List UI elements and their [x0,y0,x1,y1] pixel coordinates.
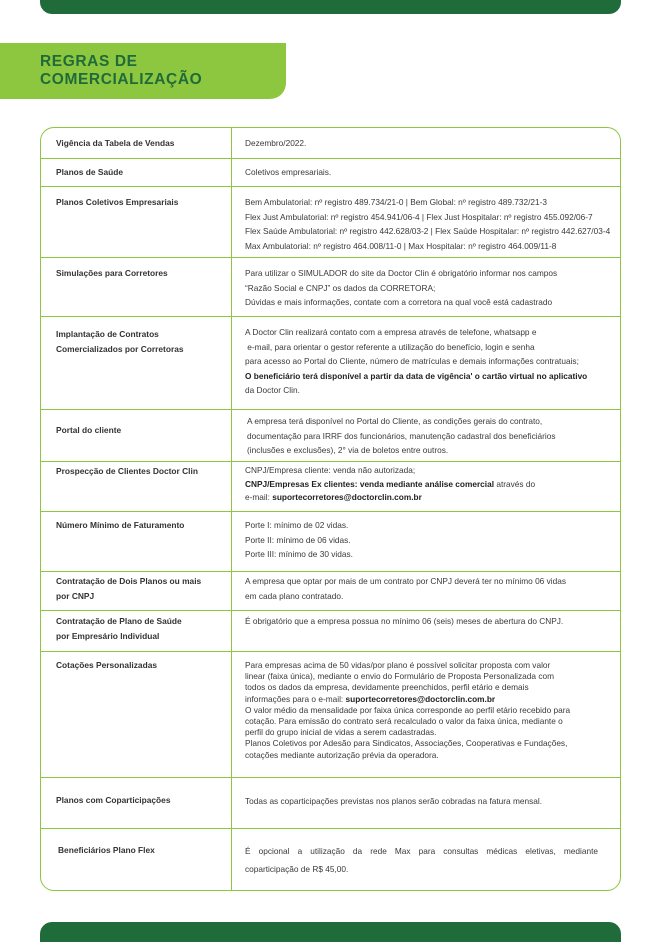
row-label: Vigência da Tabela de Vendas [56,138,175,148]
value-line: para acesso ao Portal do Cliente, número de matrículas e demais informações contratuais; [245,356,579,366]
value-line: Para empresas acima de 50 vidas/por plano é possível solicitar proposta com valor [245,660,551,670]
value-text: informações para o e-mail: [245,693,346,704]
row-label: Cotações Personalizadas [56,660,158,670]
bottom-decorative-bar [40,922,621,942]
row-value [247,414,612,458]
value-line: A empresa terá disponível no Portal do Cliente, as condições gerais do contrato, [247,416,543,426]
row-value [245,660,613,761]
value-line: Para utilizar o SIMULADOR do site da Doctor Clin é obrigatório informar nos campos [245,268,558,278]
row-value: Coletivos empresariais. [245,167,332,177]
value-line: em cada plano contratado. [245,590,344,601]
value-line: É opcional a utilização da rede Max para consultas médicas eletivas, mediante [245,846,598,856]
label-line: Implantação de Contratos [56,329,159,339]
value-line: Flex Just Ambulatorial: nº registro 454.941/06-4 | Flex Just Hospitalar: nº registro 455.092/06-7 [245,211,593,222]
table-row [41,610,620,652]
table-row [41,316,620,410]
table-row [41,571,620,611]
table-row [41,828,620,891]
row-label: Planos com Coparticipações [56,795,171,805]
row-label: Simulações para Corretores [56,268,168,278]
label-line: por Empresário Individual [56,631,160,641]
value-line [245,694,613,705]
row-label: Planos Coletivos Empresariais [56,197,179,207]
value-line: perfil do grupo inicial de vidas a serem cadastradas. [245,727,437,738]
value-line: O beneficiário terá disponível a partir da data de vigência' o cartão virtual no aplicativo [245,370,588,381]
bold-text: CNPJ/Empresas Ex clientes: venda mediante análise comercial [245,478,495,489]
value-line: Porte III: mínimo de 30 vidas. [245,549,353,559]
table-row [41,651,620,778]
table-row [41,128,620,158]
row-value: Todas as coparticipações previstas nos planos serão cobradas na fatura mensal. [245,796,543,806]
row-value [245,842,598,878]
row-value [245,464,610,505]
table-row [41,257,620,317]
value-line: documentação para IRRF dos funcionários, manutenção cadastral dos beneficiários [247,430,556,441]
row-label [56,327,216,357]
table-row [41,777,620,829]
row-value: Dezembro/2022. [245,138,307,148]
email-link[interactable]: suportecorretores@doctorclin.com.br [345,693,496,704]
value-line: (inclusões e exclusões), 2° via de boletos entre outros. [247,445,449,455]
value-line: coparticipação de R$ 45,00. [245,864,349,874]
value-line: linear (faixa única), mediante o envio do Formulário de Proposta Personalizada com [245,671,554,682]
value-line [245,478,610,492]
value-line: Flex Saúde Ambulatorial: nº registro 442.628/03-2 | Flex Saúde Hospitalar: nº registro 442.627/03-4 [245,226,611,236]
value-line: Max Ambulatorial: nº registro 464.008/11-0 | Max Hospitalar: nº registro 464.009/11-8 [245,240,557,251]
value-line: A empresa que optar por mais de um contrato por CNPJ deverá ter no mínimo 06 vidas [245,576,566,586]
value-line: e-mail, para orientar o gestor referente a utilização do benefício, login e senha [245,341,535,352]
row-value [245,518,610,562]
value-line: todos os dados da empresa, devidamente preenchidos, perfil etário e demais [245,682,529,693]
value-line: CNPJ/Empresa cliente: venda não autorizada; [245,465,416,475]
row-value: É obrigatório que a empresa possua no mínimo 06 (seis) meses de abertura do CNPJ. [245,616,564,626]
top-decorative-bar [40,0,621,14]
row-label: Prospecção de Clientes Doctor Clin [56,466,198,476]
table-row [41,511,620,572]
value-text: através do [494,478,536,489]
row-value [245,266,610,310]
value-line: da Doctor Clin. [245,385,300,395]
row-label: Número Mínimo de Faturamento [56,520,185,530]
row-value [245,195,617,253]
row-value [245,574,610,603]
row-label: Portal do cliente [56,425,122,435]
value-line: O valor médio da mensalidade por faixa única corresponde ao perfil etário recebido para [245,704,571,715]
table-row [41,461,620,512]
value-line: cotação. Para emissão do contrato será recalculado o valor da faixa única, mediante o [245,716,563,727]
row-label: Planos de Saúde [56,167,124,177]
value-line: Porte II: mínimo de 06 vidas. [245,534,351,545]
row-label [56,574,216,604]
section-title-line-2: COMERCIALIZAÇÃO [40,71,203,88]
value-line: cotações mediante autorização prévia da operadora. [245,749,439,760]
value-line: “Razão Social e CNPJ” os dados da CORRETORA; [245,282,436,293]
rules-table [40,127,621,891]
value-line: Porte I: mínimo de 02 vidas. [245,520,349,530]
value-line: Dúvidas e mais informações, contate com a corretora na qual você está cadastrado [245,297,553,307]
row-label [56,614,216,644]
table-row [41,409,620,462]
row-label: Beneficiários Plano Flex [58,845,155,855]
label-line: Contratação de Plano de Saúde [56,616,182,626]
value-text: e-mail: [245,492,273,502]
row-value [245,325,617,398]
value-line [245,491,610,505]
label-line: Comercializados por Corretoras [56,344,184,354]
table-row [41,158,620,187]
label-line: por CNPJ [56,591,95,601]
table-row [41,186,620,258]
value-line: Bem Ambulatorial: nº registro 489.734/21-0 | Bem Global: nº registro 489.732/21-3 [245,197,548,207]
section-title-line-1: REGRAS DE [40,53,138,70]
email-link[interactable]: suportecorretores@doctorclin.com.br [272,492,422,502]
label-line: Contratação de Dois Planos ou mais [56,576,202,586]
value-line: Planos Coletivos por Adesão para Sindicatos, Associações, Cooperativas e Fundações, [245,738,568,749]
value-line: A Doctor Clin realizará contato com a empresa através de telefone, whatsapp e [245,327,537,337]
